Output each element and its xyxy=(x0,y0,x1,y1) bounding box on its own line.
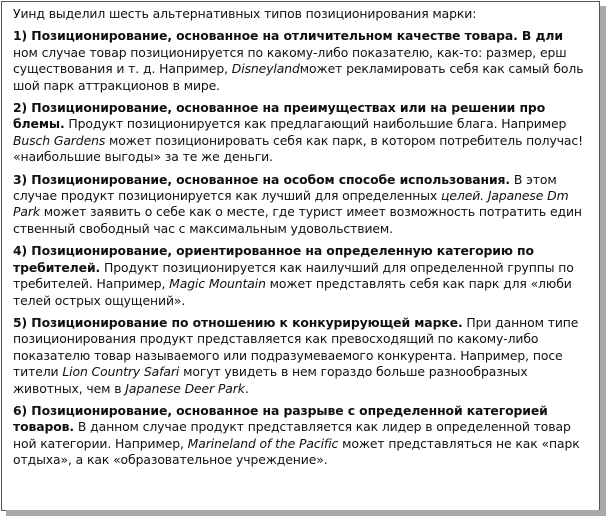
type-1-text-1: ном случае товар позиционируется по какому-либо показателю, как-то: размер, ерш существования и т. д. Например, xyxy=(13,44,567,77)
type-5-text-3: . xyxy=(244,380,249,396)
type-6-heading: 6) Позиционирование, основанное на разрыве с определенной категорией товаров. xyxy=(13,402,548,435)
document-body xyxy=(13,6,593,475)
type-6-text-1: В данном случае продукт представляется как лидер в определенной товар ной категории. Например, xyxy=(13,419,571,451)
type-4-example: Magic Mountain xyxy=(169,276,266,292)
type-2-text-1: Продукт позиционируется как предлагающий наибольшие блага. Например xyxy=(64,116,567,132)
type-3-text-1: В этом случае продукт позиционируется как лучший для определенных xyxy=(13,171,557,204)
type-6-example: Marineland of the Pacific xyxy=(187,435,339,451)
type-5-example-1: Lion Country Safari xyxy=(62,364,180,380)
frame-shadow-bottom xyxy=(6,510,606,516)
type-2-example: Busch Gardens xyxy=(13,132,106,148)
type-4-heading: 4) Позиционирование, ориентированное на определенную категорию по требителей. xyxy=(13,243,534,275)
type-3-heading: 3) Позиционирование, основанное на особом способе использования. xyxy=(13,171,511,187)
positioning-type-3 xyxy=(13,172,593,238)
type-3-example: целей. Japanese Dm Park xyxy=(13,188,569,220)
intro-line: Уинд выделил шесть альтернативных типов позиционирования марки: xyxy=(13,6,477,21)
positioning-type-1 xyxy=(13,28,593,94)
positioning-type-5 xyxy=(13,315,593,397)
type-4-text-2: может представлять себя как парк для «люби телей острых ощущений». xyxy=(13,276,572,308)
type-1-description xyxy=(13,45,593,94)
frame-shadow-right xyxy=(600,6,606,512)
type-2-text-2: может позиционировать себя как парк, в котором потребитель получас! «наибольшие выгоды» за те же деньги. xyxy=(13,132,583,165)
positioning-type-6 xyxy=(13,403,593,469)
type-4-text-1: Продукт позиционируется как наилучший для определенной группы по требителей. Например, xyxy=(13,259,574,292)
type-2-heading: 2) Позиционирование, основанное на преимуществах или на решении про блемы. xyxy=(13,100,546,132)
type-5-text-2: могут увидеть в нем гораздо больше разнообразных животных, чем в xyxy=(13,364,528,396)
positioning-type-4 xyxy=(13,243,593,309)
type-5-example-2: Japanese Deer Park xyxy=(125,380,245,396)
type-1-example: Disneyland xyxy=(231,61,300,77)
type-5-text-1: При данном типе позиционирования продукт представляется как превосходящий по какому-либо показателю товар называемого или подразумеваемого конкурента. Например, посе тители xyxy=(13,314,579,380)
type-3-text-2: может заявить о себе как о месте, где турист имеет возможность потратить един ственный свободный час с максимальным удовольствием. xyxy=(13,204,582,236)
positioning-type-2 xyxy=(13,100,593,166)
type-1-text-2: может рекламировать себя как самый боль шой парк аттракционов в мире. xyxy=(13,61,584,93)
type-1-heading: 1) Позиционирование, основанное на отличительном качестве товара. В дли xyxy=(13,28,563,44)
type-6-text-2: может представляться не как «парк отдыха», а как «образовательное учреждение». xyxy=(13,435,580,468)
type-5-heading: 5) Позиционирование по отношению к конкурирующей марке. xyxy=(13,314,463,330)
